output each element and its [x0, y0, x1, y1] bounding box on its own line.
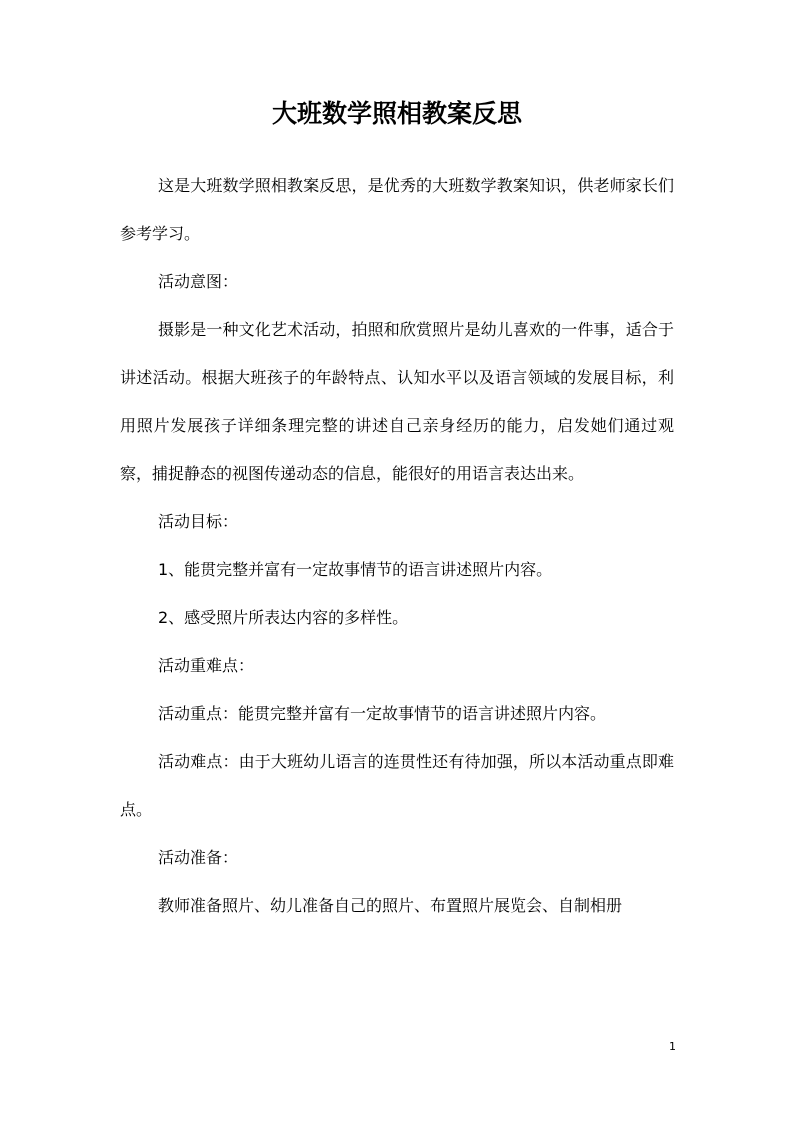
- paragraph-activity-preparation: 教师准备照片、幼儿准备自己的照片、布置照片展览会、自制相册: [158, 896, 623, 915]
- heading-activity-goals: 活动目标：: [158, 512, 239, 531]
- list-item-goal-2: 2、感受照片所表达内容的多样性。: [158, 608, 409, 627]
- list-item-goal-1: 1、能贯完整并富有一定故事情节的语言讲述照片内容。: [158, 560, 553, 579]
- heading-key-difficult-points: 活动重难点：: [158, 656, 255, 675]
- paragraph-activity-intent: 摄影是一种文化艺术活动，拍照和欣赏照片是幼儿喜欢的一件事，适合于讲述活动。根据大班孩子的年龄特点、认知水平以及语言领域的发展目标，利用照片发展孩子详细条理完整的讲述自己亲身经历的能力，启发她们通过观察，捕捉静态的视图传递动态的信息，能很好的用语言表达出来。: [120, 320, 674, 483]
- heading-activity-preparation: 活动准备：: [158, 848, 239, 867]
- document-body: [120, 162, 674, 930]
- paragraph-key-point: 活动重点：能贯完整并富有一定故事情节的语言讲述照片内容。: [158, 704, 607, 723]
- document-title: 大班数学照相教案反思: [271, 99, 522, 128]
- page-number: 1: [669, 1040, 676, 1053]
- paragraph-difficult-point: 活动难点：由于大班幼儿语言的连贯性还有待加强，所以本活动重点即难点。: [120, 752, 674, 819]
- heading-activity-intent: 活动意图：: [158, 272, 239, 291]
- paragraph-intro: 这是大班数学照相教案反思，是优秀的大班数学教案知识，供老师家长们参考学习。: [120, 176, 674, 243]
